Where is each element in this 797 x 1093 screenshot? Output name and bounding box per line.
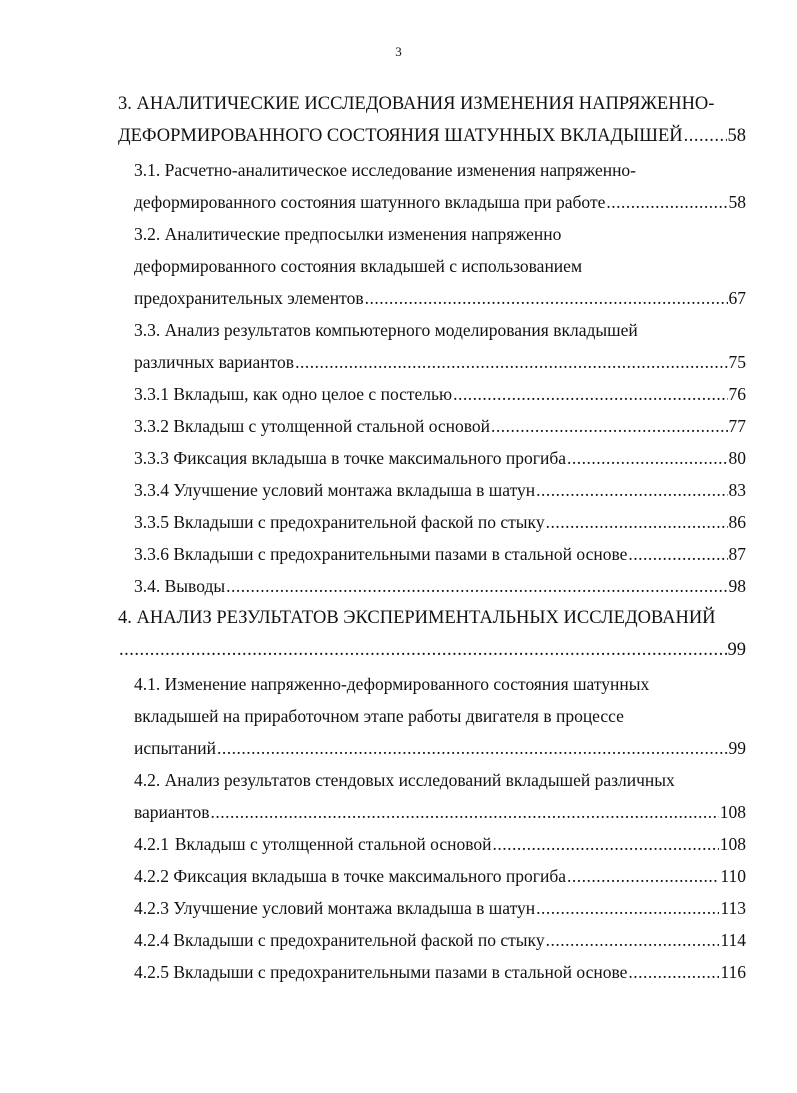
leader-dots [546, 924, 720, 956]
leader-dots [365, 282, 728, 314]
toc-entry-title: 3.3.5 Вкладыши с предохранительной фаской по стыку [134, 512, 545, 532]
leader-dots [628, 538, 727, 570]
toc-section-3-2-line2: деформированного состояния вкладышей с использованием [134, 256, 583, 276]
toc-section-3-3-4[interactable] [134, 474, 746, 506]
toc-page-number: 76 [728, 384, 746, 404]
toc-page-number: 58 [728, 192, 746, 212]
toc-section-3-3-1[interactable] [134, 378, 746, 410]
toc-section-3-3[interactable] [134, 346, 746, 378]
toc-section-3-1-line1: 3.1. Расчетно-аналитическое исследование изменения напряженно- [134, 160, 637, 180]
leader-dots [493, 828, 719, 860]
toc-page-number: 67 [728, 288, 746, 308]
toc-section-3-2-line3: предохранительных элементов [134, 288, 364, 308]
toc-section-3-3-line1: 3.3. Анализ результатов компьютерного моделирования вкладышей [134, 320, 638, 340]
leader-dots [491, 410, 727, 442]
toc-page-number: 80 [728, 448, 746, 468]
toc-page-number: 113 [720, 898, 746, 918]
toc-section-3-4[interactable] [134, 570, 746, 602]
toc-entry-title: 3.3.4 Улучшение условий монтажа вкладыша в шатун [134, 480, 536, 500]
toc-page-number: 108 [719, 834, 746, 854]
toc-entry-title: 3.3.6 Вкладыши с предохранительными пазами в стальной основе [134, 544, 628, 564]
leader-dots [226, 570, 727, 602]
leader-dots [210, 796, 718, 828]
toc-page-number: 116 [720, 962, 746, 982]
toc-section-3-3-line2: различных вариантов [134, 352, 295, 372]
toc-section-3-3-3[interactable] [134, 442, 746, 474]
toc-chapter-3-line1: 3. АНАЛИТИЧЕСКИЕ ИССЛЕДОВАНИЯ ИЗМЕНЕНИЯ НАПРЯЖЕННО- [118, 94, 715, 114]
toc-section-4-1-line3: испытаний [134, 738, 216, 758]
leader-dots [606, 186, 727, 218]
toc-chapter-4-line1: 4. АНАЛИЗ РЕЗУЛЬТАТОВ ЭКСПЕРИМЕНТАЛЬНЫХ ИССЛЕДОВАНИЙ [118, 608, 716, 628]
toc-page-number: 75 [728, 352, 746, 372]
toc-page-number: 99 [728, 738, 746, 758]
toc-page-number: 77 [728, 416, 746, 436]
toc-entry-number: 4.2.1 [134, 834, 169, 854]
toc-page-number: 83 [728, 480, 746, 500]
leader-dots [684, 120, 727, 152]
toc-page-number: 87 [728, 544, 746, 564]
leader-dots [453, 378, 727, 410]
leader-dots [295, 346, 727, 378]
toc-entry-title: Вкладыш с утолщенной стальной основой [174, 834, 492, 854]
leader-dots [536, 892, 719, 924]
toc-entry-title: 3.4. Выводы [134, 576, 226, 596]
leader-dots [567, 860, 719, 892]
toc-section-4-2-4[interactable] [134, 924, 746, 956]
toc-entry-title: 4.2.5 Вкладыши с предохранительными пазами в стальной основе [134, 962, 628, 982]
toc-entry-title: 3.3.2 Вкладыш с утолщенной стальной основой [134, 416, 491, 436]
toc-section-4-2-1[interactable] [134, 828, 746, 860]
toc-page-number: 114 [720, 930, 746, 950]
toc-section-3-1[interactable] [134, 186, 746, 218]
toc-section-4-2-line2: вариантов [134, 802, 210, 822]
leader-dots [119, 634, 727, 666]
toc-section-3-1-line2: деформированного состояния шатунного вкладыша при работе [134, 192, 606, 212]
toc-section-3-2[interactable] [134, 282, 746, 314]
leader-dots [217, 732, 728, 764]
toc-page-number: 58 [727, 126, 746, 146]
toc-section-4-2-5[interactable] [134, 956, 746, 988]
toc-section-4-2[interactable] [134, 796, 746, 828]
toc-entry-title: 4.2.3 Улучшение условий монтажа вкладыша в шатун [134, 898, 536, 918]
leader-dots [567, 442, 727, 474]
toc-entry-title: 4.2.4 Вкладыши с предохранительной фаской по стыку [134, 930, 545, 950]
toc-page-number: 108 [719, 802, 746, 822]
toc-section-4-1-line2: вкладышей на приработочном этапе работы двигателя в процессе [134, 706, 624, 726]
toc-page-number: 99 [727, 640, 746, 660]
toc-section-4-2-2[interactable] [134, 860, 746, 892]
toc-section-3-3-6[interactable] [134, 538, 746, 570]
toc-section-3-2-line1: 3.2. Аналитические предпосылки изменения напряженно [134, 224, 562, 244]
toc-section-3-3-5[interactable] [134, 506, 746, 538]
toc-chapter-3[interactable] [118, 120, 746, 152]
toc-section-4-2-line1: 4.2. Анализ результатов стендовых исследований вкладышей различных [134, 770, 675, 790]
leader-dots [628, 956, 719, 988]
toc-page-number: 110 [720, 866, 746, 886]
toc-entry-title: 4.2.2 Фиксация вкладыша в точке максимального прогиба [134, 866, 567, 886]
toc-page-number: 98 [728, 576, 746, 596]
leader-dots [536, 474, 727, 506]
toc-section-4-1-line1: 4.1. Изменение напряженно-деформированного состояния шатунных [134, 674, 650, 694]
toc-entry-title: 3.3.1 Вкладыш, как одно целое с постелью [134, 384, 453, 404]
toc-section-4-2-3[interactable] [134, 892, 746, 924]
toc-chapter-3-line2: ДЕФОРМИРОВАННОГО СОСТОЯНИЯ ШАТУННЫХ ВКЛАДЫШЕЙ [118, 126, 683, 146]
toc-entry-title: 3.3.3 Фиксация вкладыша в точке максимального прогиба [134, 448, 567, 468]
toc-section-4-1[interactable] [134, 732, 746, 764]
toc-page-number: 86 [728, 512, 746, 532]
toc-section-3-3-2[interactable] [134, 410, 746, 442]
toc-chapter-4[interactable] [118, 634, 746, 666]
page-number: 3 [395, 44, 402, 59]
leader-dots [546, 506, 728, 538]
